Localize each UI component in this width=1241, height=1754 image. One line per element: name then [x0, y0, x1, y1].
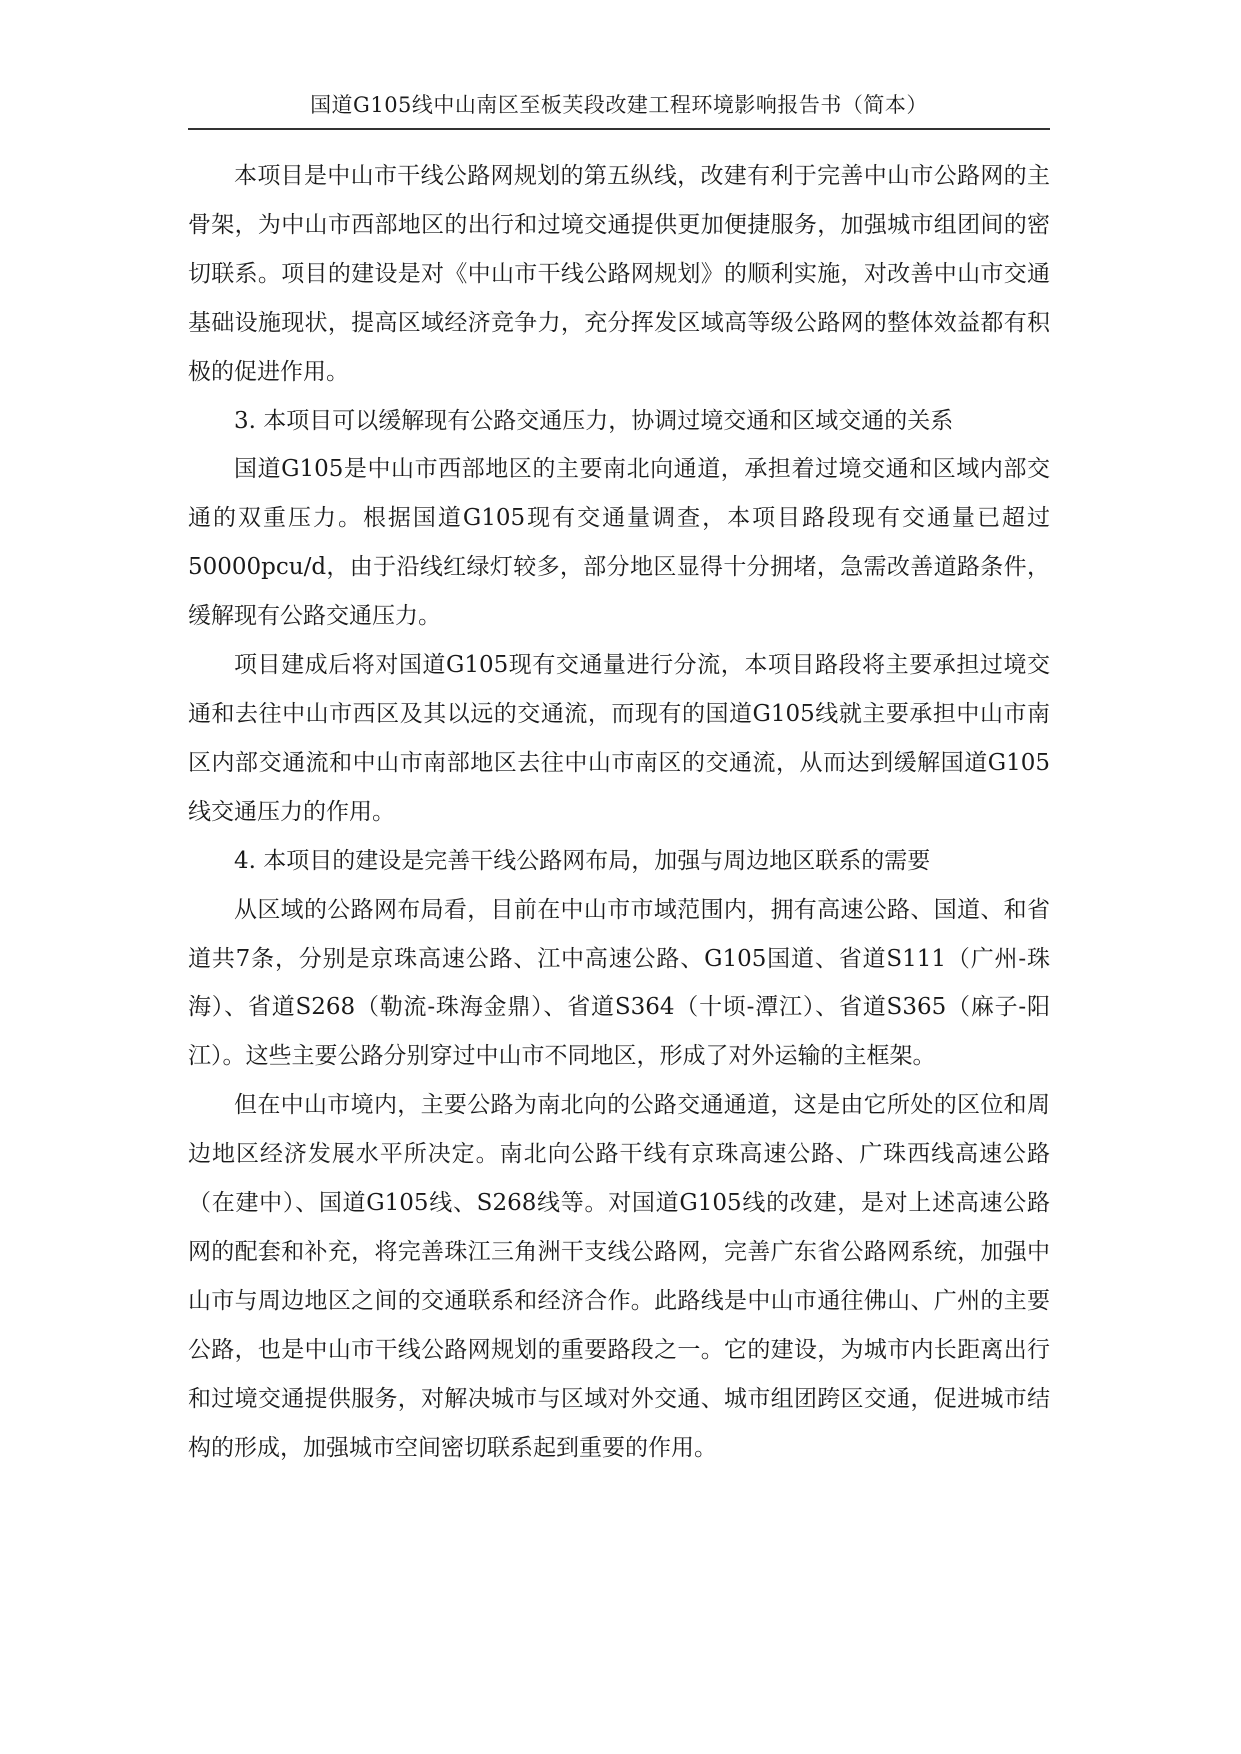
paragraph-3: 项目建成后将对国道G105现有交通量进行分流，本项目路段将主要承担过境交通和去往中山市西区及其以远的交通流，而现有的国道G105线就主要承担中山市南区内部交通流和中山市南部地区去往中山市南区的交通流，从而达到缓解国道G105线交通压力的作用。 — [188, 652, 1050, 825]
paragraph-1: 本项目是中山市干线公路网规划的第五纵线，改建有利于完善中山市公路网的主骨架，为中山市西部地区的出行和过境交通提供更加便捷服务，加强城市组团间的密切联系。项目的建设是对《中山市干线公路网规划》的顺利实施，对改善中山市交通基础设施现状，提高区域经济竞争力，充分挥发区域高等级公路网的整体效益都有积极的促进作用。 — [188, 163, 1050, 385]
document-body — [188, 152, 1050, 1472]
page-header: 国道G105线中山南区至板芙段改建工程环境影响报告书（简本） — [188, 90, 1050, 130]
paragraph-5: 但在中山市境内，主要公路为南北向的公路交通通道，这是由它所处的区位和周边地区经济发展水平所决定。南北向公路干线有京珠高速公路、广珠西线高速公路（在建中）、国道G105线、S268线等。对国道G105线的改建，是对上述高速公路网的配套和补充，将完善珠江三角洲干支线公路网，完善广东省公路网系统，加强中山市与周边地区之间的交通联系和经济合作。此路线是中山市通往佛山、广州的主要公路，也是中山市干线公路网规划的重要路段之一。它的建设，为城市内长距离出行和过境交通提供服务，对解决城市与区域对外交通、城市组团跨区交通，促进城市结构的形成，加强城市空间密切联系起到重要的作用。 — [188, 1092, 1050, 1461]
paragraph-2: 国道G105是中山市西部地区的主要南北向通道，承担着过境交通和区域内部交通的双重压力。根据国道G105现有交通量调查，本项目路段现有交通量已超过50000pcu/d，由于沿线红绿灯较多，部分地区显得十分拥堵，急需改善道路条件，缓解现有公路交通压力。 — [188, 456, 1050, 630]
section-heading-3: 3. 本项目可以缓解现有公路交通压力，协调过境交通和区域交通的关系 — [234, 407, 954, 434]
paragraph-4: 从区域的公路网布局看，目前在中山市市域范围内，拥有高速公路、国道、和省道共7条，分别是京珠高速公路、江中高速公路、G105国道、省道S111（广州-珠海）、省道S268（勒流-珠海金鼎）、省道S364（十顷-潭江）、省道S365（麻子-阳江）。这些主要公路分别穿过中山市不同地区，形成了对外运输的主框架。 — [188, 896, 1050, 1070]
section-heading-4: 4. 本项目的建设是完善干线公路网布局，加强与周边地区联系的需要 — [234, 847, 931, 874]
